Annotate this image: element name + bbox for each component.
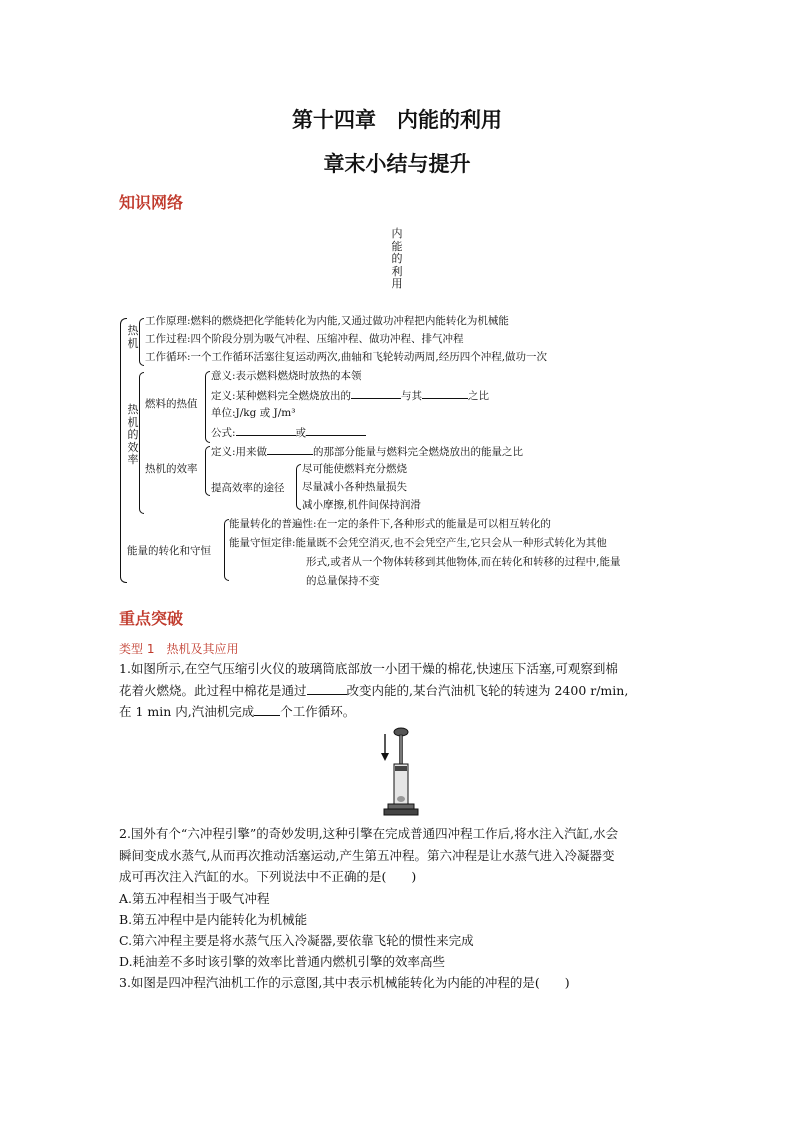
base-bottom <box>384 809 418 815</box>
section-heading-key-points: 重点突破 <box>119 609 184 628</box>
engine-efficiency-definition-prefix: 定义:用来做 <box>211 446 268 458</box>
piston-rod <box>400 735 403 765</box>
engine-efficiency-definition-suffix: 的那部分能量与燃料完全燃烧放出的能量之比 <box>313 446 524 458</box>
blank-5 <box>267 445 313 455</box>
heat-value-definition-prefix: 定义:某种燃料完全燃烧放出的 <box>211 390 352 402</box>
chapter-title: 第十四章 内能的利用 <box>292 107 502 132</box>
question-2-option-d: D.耗油差不多时该引擎的效率比普通内燃机引擎的效率高些 <box>119 954 446 969</box>
tree-main-brace <box>120 318 127 583</box>
piston-head <box>395 766 407 771</box>
blank-3 <box>236 426 296 436</box>
heat-value-meaning: 意义:表示燃料燃烧时放热的本领 <box>211 370 362 382</box>
heat-engine-label: 热机 <box>127 324 139 350</box>
question-2-line-2: 瞬间变成水蒸气,从而再次推动活塞运动,产生第五冲程。第六冲程是让水蒸气进入冷凝器变 <box>119 848 615 863</box>
heat-engine-brace <box>139 318 144 366</box>
blank-1 <box>351 389 401 399</box>
question-2-line-1: 2.国外有个“六冲程引擎”的奇妙发明,这种引擎在完成普通四冲程工作后,将水注入汽缸,水会 <box>119 826 619 841</box>
engine-efficiency-label: 热机的效率 <box>145 463 198 475</box>
heat-value-definition <box>211 389 489 402</box>
question-1-line-2a: 花着火燃烧。此过程中棉花是通过 <box>119 683 307 698</box>
heat-value-formula <box>211 426 366 439</box>
conservation-universality: 能量转化的普遍性:在一定的条件下,各种形式的能量是可以相互转化的 <box>229 518 551 530</box>
question-1-line-2b: 改变内能的,某台汽油机飞轮的转速为 2400 r/min, <box>346 683 629 698</box>
heat-value-definition-mid: 与其 <box>401 390 423 402</box>
conservation-label: 能量的转化和守恒 <box>127 545 211 557</box>
question-2-option-c: C.第六冲程主要是将水蒸气压入冷凝器,要依靠飞轮的惯性来完成 <box>119 933 474 948</box>
improve-efficiency-label: 提高效率的途径 <box>211 482 285 494</box>
improve-brace <box>296 464 301 510</box>
question-1-line-1: 1.如图所示,在空气压缩引火仪的玻璃筒底部放一小团干燥的棉花,快速压下活塞,可观察到棉 <box>119 661 618 676</box>
conservation-law-line2: 形式,或者从一个物体转移到其他物体,而在转化和转移的过程中,能量 <box>306 556 621 568</box>
question-1-line-3 <box>119 704 355 719</box>
type-1-label: 类型 1 热机及其应用 <box>119 642 239 656</box>
blank-2 <box>422 389 468 399</box>
improve-item-2: 尽量减小各种热量损失 <box>302 481 407 493</box>
tree-root-label: 内能的利用 <box>391 227 403 290</box>
heat-engine-process: 工作过程:四个阶段分别为吸气冲程、压缩冲程、做功冲程、排气冲程 <box>145 333 464 345</box>
heat-value-definition-suffix: 之比 <box>468 390 490 402</box>
heat-value-formula-or: 或 <box>295 427 307 439</box>
blank-4 <box>306 426 366 436</box>
question-2-option-a: A.第五冲程相当于吸气冲程 <box>119 891 270 906</box>
question-2-option-b: B.第五冲程中是内能转化为机械能 <box>119 912 308 927</box>
question-1-line-3b: 个工作循环。 <box>280 704 356 719</box>
question-1-line-2 <box>119 683 628 698</box>
press-arrow-head <box>381 753 389 761</box>
question-3: 3.如图是四冲程汽油机工作的示意图,其中表示机械能转化为内能的冲程的是( ) <box>119 975 570 990</box>
heat-value-formula-prefix: 公式: <box>211 427 236 439</box>
engine-efficiency-definition <box>211 445 523 458</box>
fuel-heat-value-label: 燃料的热值 <box>145 398 198 410</box>
conservation-law-line1: 能量守恒定律:能量既不会凭空消灭,也不会凭空产生,它只会从一种形式转化为其他 <box>229 537 607 549</box>
cotton-ball <box>397 796 405 802</box>
improve-item-1: 尽可能使燃料充分燃烧 <box>302 463 407 475</box>
blank-7 <box>254 706 280 716</box>
base-top <box>388 804 414 809</box>
heat-engine-principle: 工作原理:燃料的燃烧把化学能转化为内能,又通过做功冲程把内能转化为机械能 <box>145 315 509 327</box>
conservation-law-line3: 的总量保持不变 <box>306 575 380 587</box>
question-2-line-3: 成可再次注入汽缸的水。下列说法中不正确的是( ) <box>119 869 417 884</box>
question-1-line-3a: 在 1 min 内,汽油机完成 <box>119 704 255 719</box>
page-subtitle: 章末小结与提升 <box>323 151 471 176</box>
fuel-heat-value-brace <box>205 371 210 443</box>
blank-6 <box>307 685 347 695</box>
section-heading-knowledge-network: 知识网络 <box>119 193 184 212</box>
heat-engine-cycle: 工作循环:一个工作循环活塞往复运动两次,曲轴和飞轮转动两周,经历四个冲程,做功一次 <box>145 351 548 363</box>
engine-efficiency-brace <box>205 446 210 496</box>
heat-value-unit: 单位:J/kg 或 J/m³ <box>211 407 296 419</box>
efficiency-brace <box>139 372 144 514</box>
efficiency-label: 热机的效率 <box>127 403 139 466</box>
compression-igniter-figure <box>370 726 430 818</box>
improve-item-3: 减小摩擦,机件间保持润滑 <box>302 499 421 511</box>
